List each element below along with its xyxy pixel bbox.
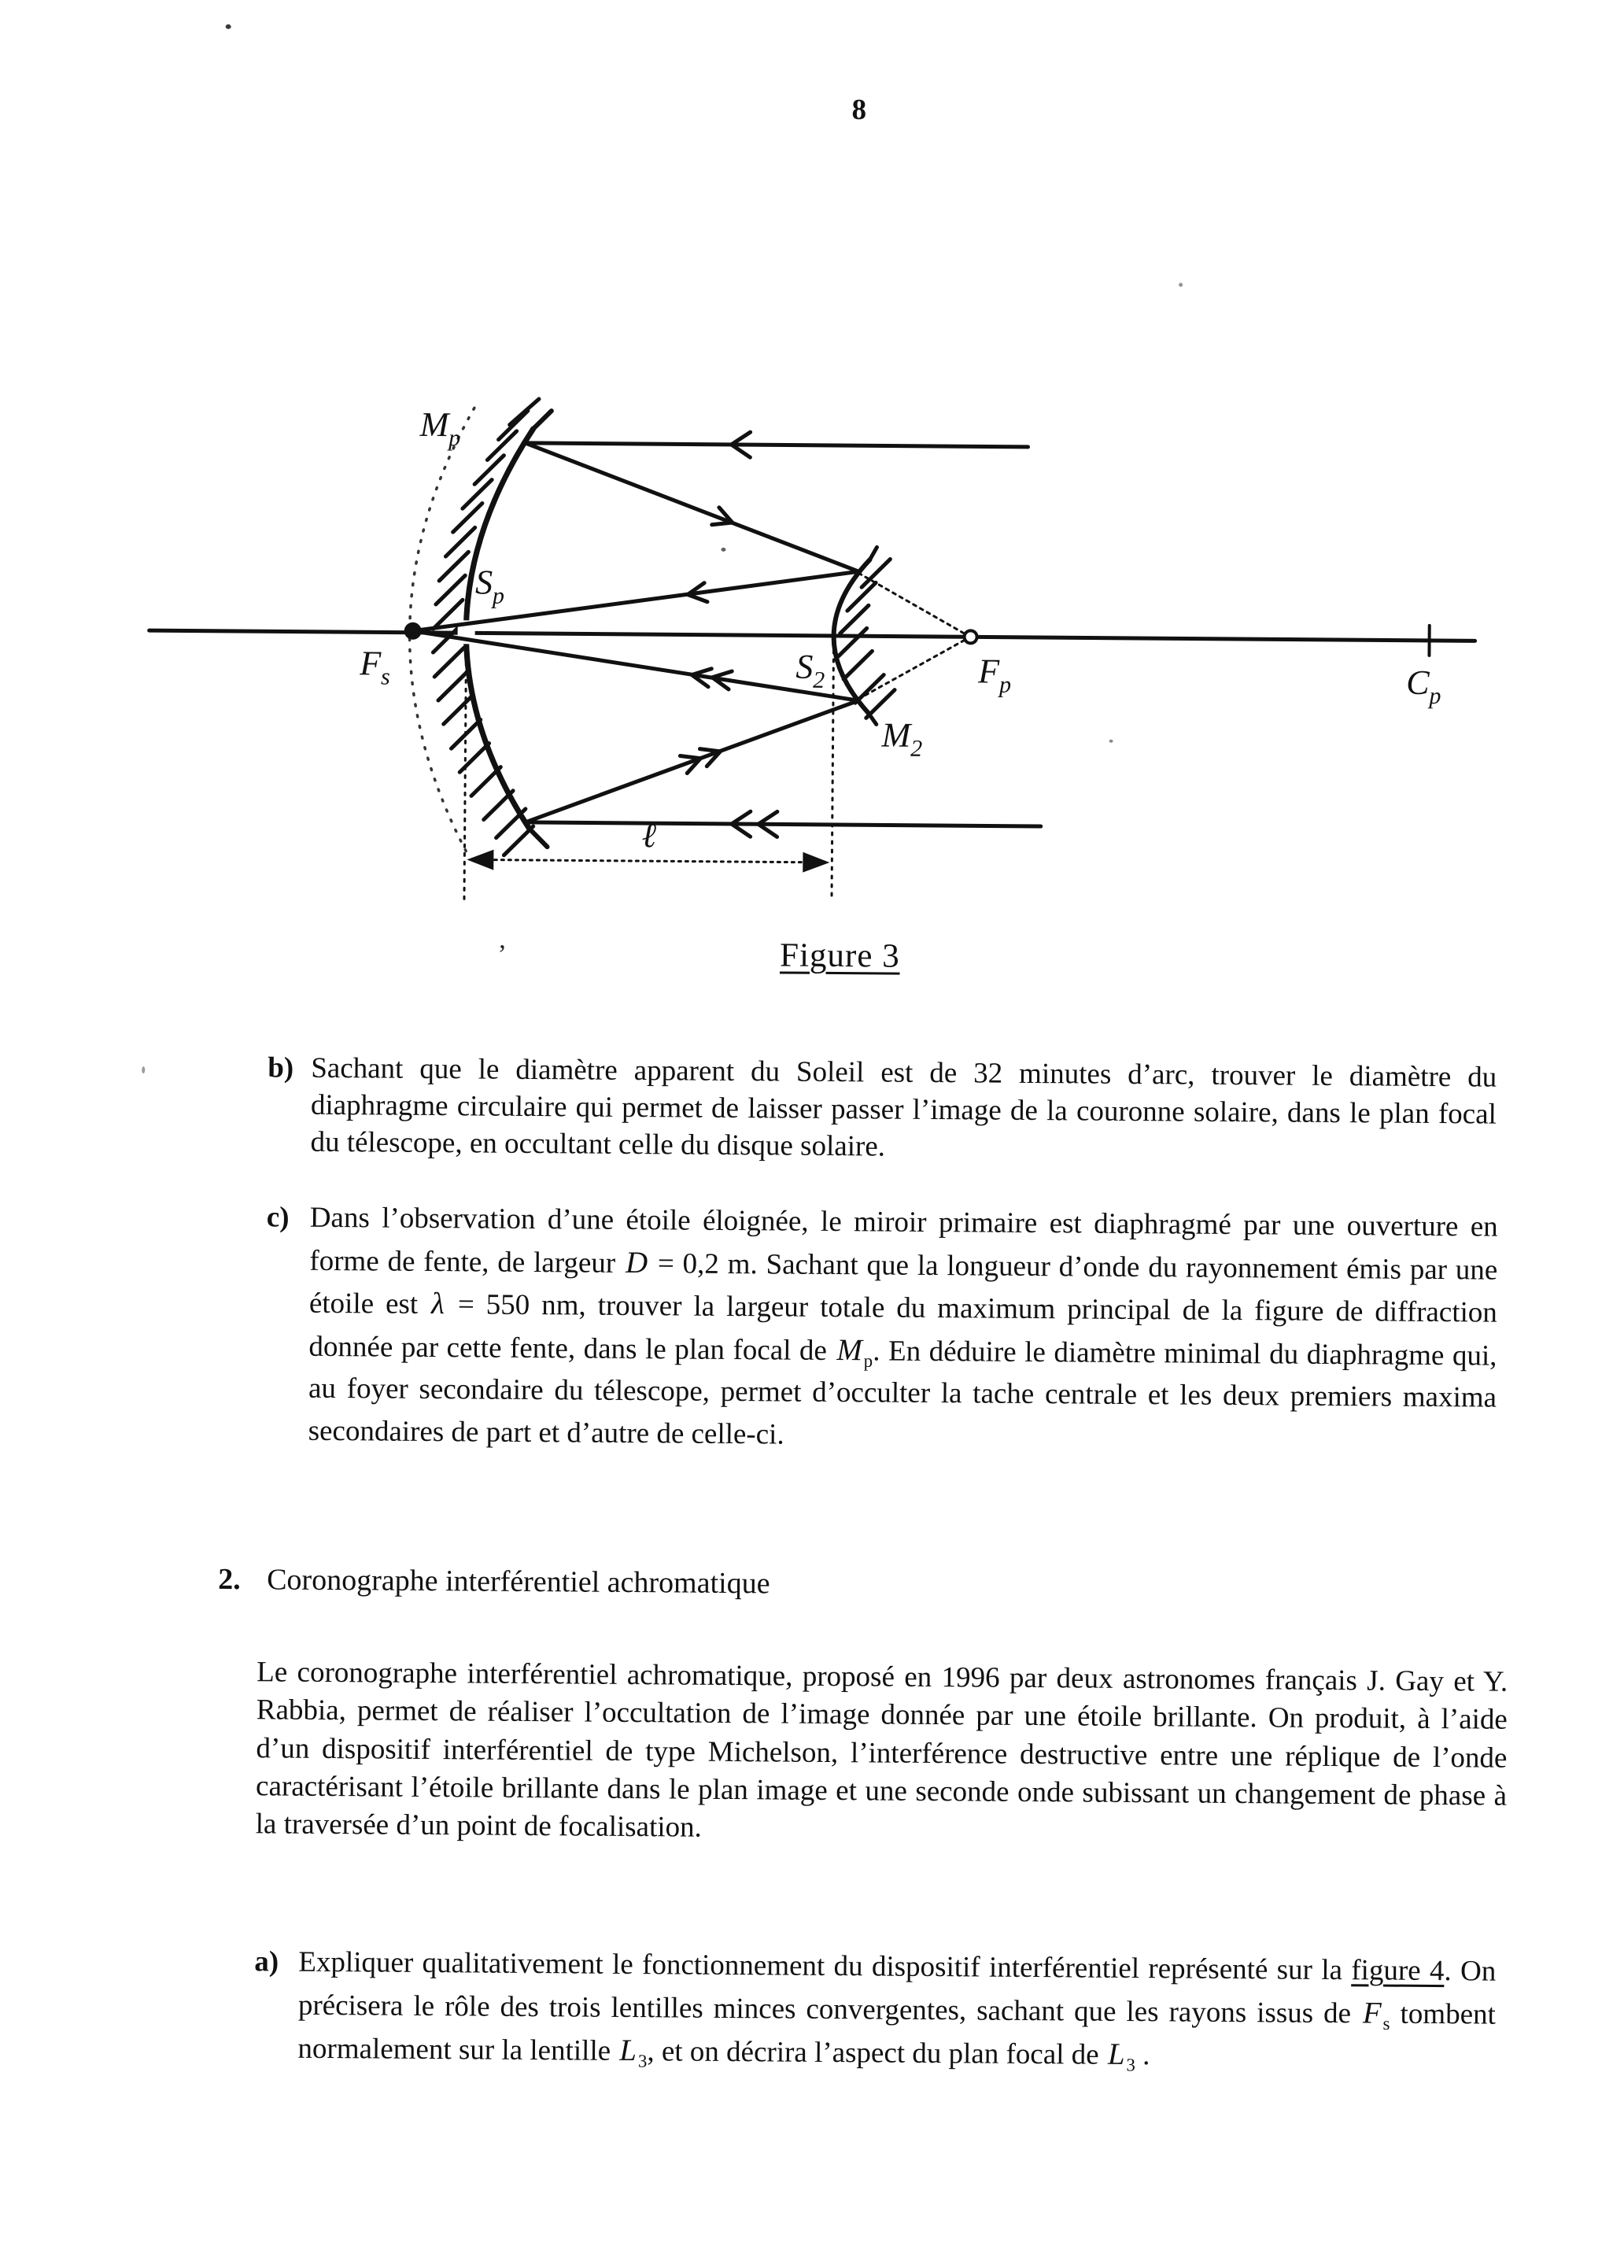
lens-3-symbol: L <box>619 2033 637 2068</box>
primary-mirror-symbol-sub: p <box>863 1350 873 1371</box>
lens-3-symbol: L <box>1107 2037 1125 2071</box>
label-secondary-focus: $F_s$ <box>360 644 390 690</box>
figure-caption: Figure 3 <box>779 936 900 975</box>
primary-mirror-bottom-tick <box>530 829 548 847</box>
section-2-intro-text: Le coronographe interférentiel achromatique, proposé en 1996 par deux astronomes français J. Gay et Y. Rabbia, permet de réaliser l’occultation de l’image donnée par une étoile brillante. On produit, à l’aide d’un dispositif interférentiel de type Michelson, l’interférence destructive entre une réplique de l’onde caractérisant l’étoile brillante dans le plan image et une seconde onde subissant un changement de phase à la traversée d’un point de focalisation. <box>255 1656 1508 1844</box>
question-a-body: , et on décrira l’aspect du plan focal de <box>647 2035 1107 2071</box>
page-number: 8 <box>851 94 867 127</box>
scan-speck <box>226 24 231 29</box>
dimension-arrow-left <box>467 849 493 870</box>
source-focus-symbol-sub: s <box>1382 2013 1390 2033</box>
label-primary-mirror: $M_p$ <box>419 404 461 452</box>
lens-3-symbol-sub: 3 <box>637 2051 648 2071</box>
label-secondary-mirror: $M_2$ <box>881 715 923 762</box>
question-c-body: Dans l’observation d’une étoile éloignée, le miroir primaire est diaphragmé par une ouverture en forme de fente, de largeur <box>309 1201 1498 1280</box>
question-c-body: = 550 nm, trouver la largeur totale du maximum principal de la figure de diffraction donnée par cette fente, dans le plan focal de <box>308 1288 1498 1367</box>
slit-width-symbol: D <box>625 1245 648 1280</box>
primary-mirror-symbol: M <box>836 1332 863 1367</box>
question-a-body: tombent normalement sur la lentille <box>297 1997 1497 2067</box>
label-primary-focus: $F_p$ <box>978 652 1012 698</box>
scan-artifact-mark: ’ <box>497 940 507 970</box>
section-2-number: 2. <box>218 1562 241 1597</box>
question-a-text <box>297 1941 1496 2080</box>
source-focus-symbol: F <box>1362 1996 1382 2030</box>
label-primary-vertex: $S_p$ <box>474 563 505 609</box>
scan-speck <box>1109 740 1113 743</box>
question-c-text <box>308 1197 1497 1461</box>
dimension-line <box>473 859 824 863</box>
optical-axis <box>149 630 1475 641</box>
question-a <box>253 1941 1496 2079</box>
question-b <box>267 1049 1497 1169</box>
lens-3-symbol-sub: 3 <box>1126 2055 1136 2075</box>
scan-speck <box>1179 283 1183 286</box>
primary-focus-point <box>965 630 977 643</box>
question-b-body: Sachant que le diamètre apparent du Soleil est de 32 minutes d’arc, trouver le diamètre du diaphragme circulaire qui permet de laisser passer l’image de la couronne solaire, dans le plan focal du télescope, en occultant celle du disque solaire. <box>310 1051 1497 1163</box>
secondary-mirror-top-tick <box>869 547 877 560</box>
label-center-of-curvature: $C_p$ <box>1405 663 1441 710</box>
question-a-body: . <box>1135 2039 1150 2072</box>
figure-3-diagram <box>139 393 1489 914</box>
question-a-body: Expliquer qualitativement le fonctionnement du dispositif interférentiel représenté sur la <box>298 1945 1352 1987</box>
primary-mirror-top-tick <box>533 411 552 429</box>
section-2-intro <box>256 1653 1508 1853</box>
question-c-body: = 0,2 m. Sachant que la longueur d’onde du rayonnement émis par une étoile est <box>308 1247 1498 1321</box>
scan-speck <box>721 548 725 552</box>
scan-speck <box>142 1066 145 1073</box>
question-c-body: . En déduire le diamètre minimal du diaphragme qui, au foyer secondaire du télescope, permet d’occulter la tache centrale et les deux premiers maxima secondaires de part et d’autre de celle-ci. <box>308 1334 1497 1451</box>
section-2-heading <box>218 1562 770 1601</box>
question-a-body: . On précisera le rôle des trois lentilles minces convergentes, sachant que les rayons issus de <box>297 1955 1497 2030</box>
question-a-label: a) <box>254 1945 279 1978</box>
secondary-focus-point <box>404 622 422 640</box>
secondary-mirror-bottom-tick <box>869 713 877 724</box>
label-secondary-vertex: $S_2$ <box>795 647 825 693</box>
dimension-arrow-right <box>803 852 829 873</box>
wavelength-symbol: λ <box>430 1286 445 1321</box>
question-b-label: b) <box>268 1051 294 1084</box>
label-mirror-separation: ℓ <box>641 816 657 855</box>
section-2-title: Coronographe interférentiel achromatique <box>267 1563 770 1601</box>
question-c <box>264 1196 1497 1461</box>
figure-4-reference: figure 4 <box>1351 1954 1445 1988</box>
question-b-text <box>310 1050 1497 1170</box>
question-c-label: c) <box>266 1201 290 1234</box>
